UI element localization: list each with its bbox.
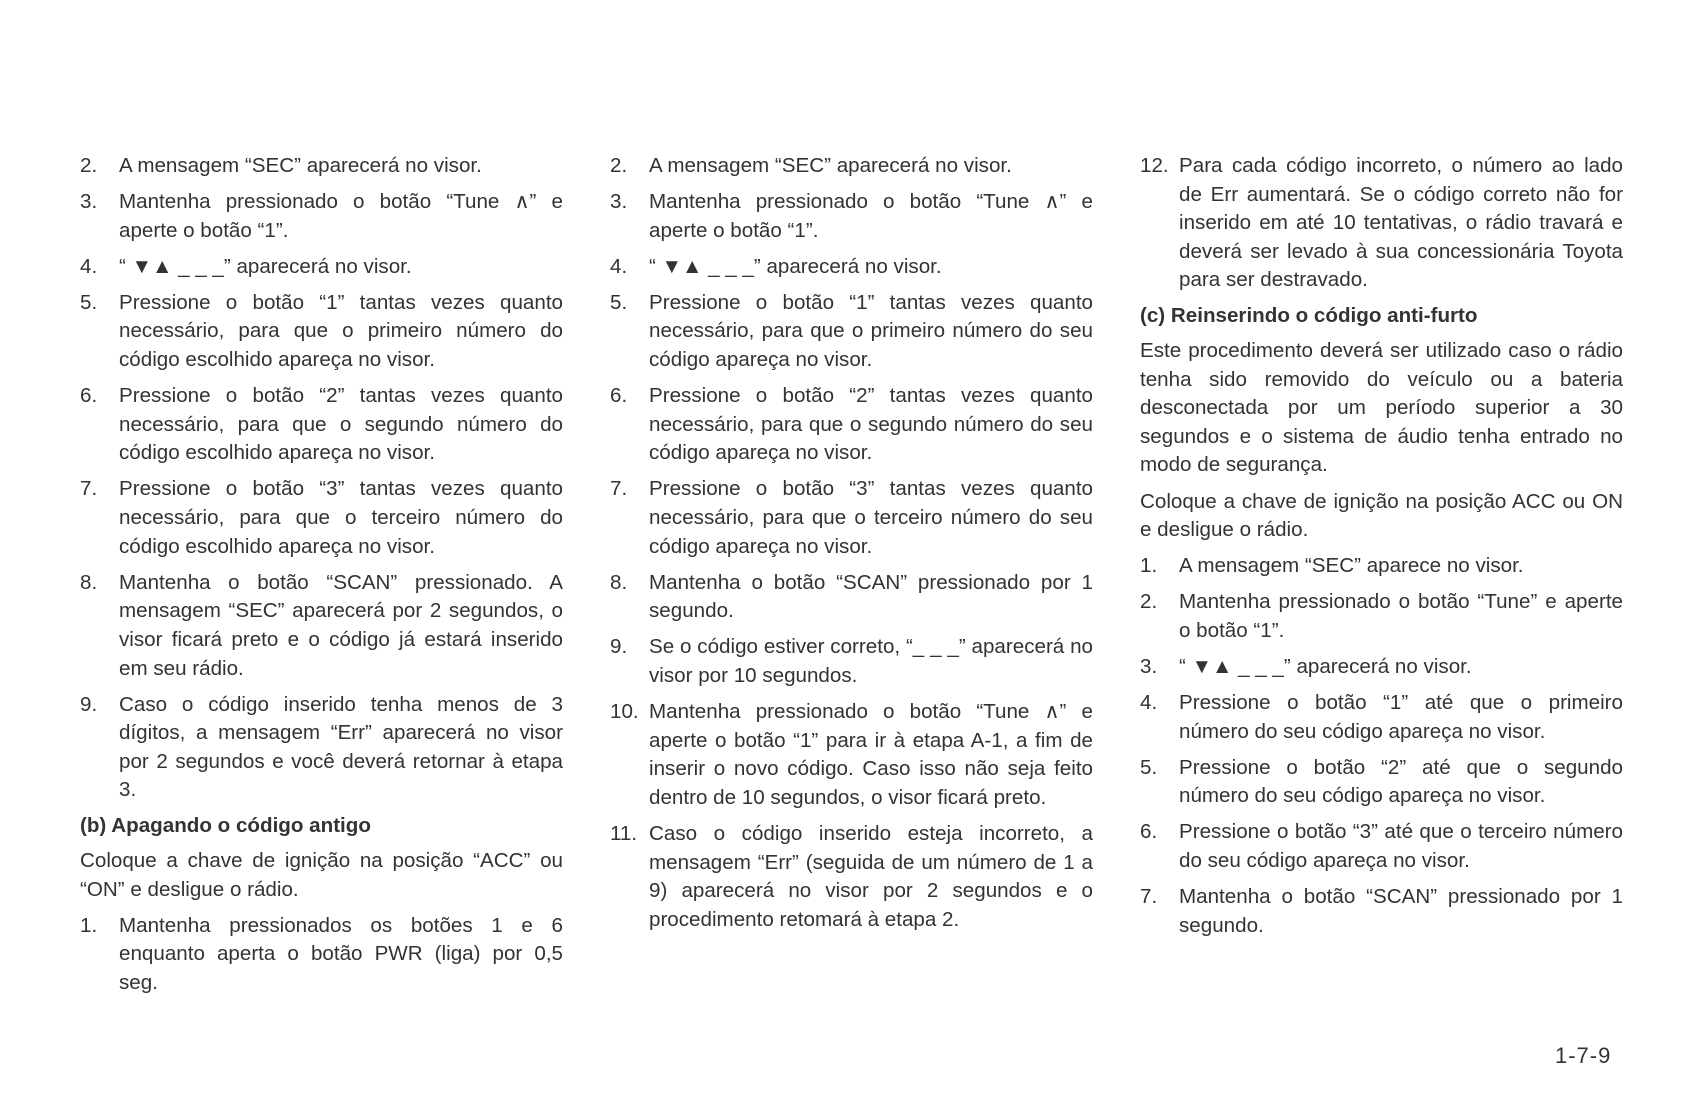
item-number: 12. [1140,154,1169,177]
item-number: 1. [80,913,98,937]
item-number: 10. [610,700,639,724]
list-item [610,382,1093,468]
item-text: Mantenha pressionado o botão “Tune” e aperte o botão “1”. [1179,590,1623,642]
item-text: Pressione o botão “2” tantas vezes quanto necessário, para que o segundo número do seu código apareça no visor. [649,384,1093,465]
list-item [610,633,1093,690]
list-item [1140,653,1623,682]
list-item [80,691,563,805]
list-item [80,188,563,245]
list-item [610,152,1093,181]
item-number: 11. [610,821,638,845]
item-text: Pressione o botão “1” tantas vezes quanto necessário, para que o primeiro número do seu código apareça no visor. [649,290,1093,372]
list-item [610,475,1093,561]
column-right [1140,152,1623,948]
item-text: Mantenha pressionado o botão “Tune ∧” e aperte o botão “1” para ir à etapa A-1, a fim de inserir o novo código. Caso isso não seja feito dentro de 10 segundos, o visor ficará preto. [649,700,1093,809]
list-item [1140,818,1623,875]
item-text: “ ▼▲ _ _ _” aparecerá no visor. [119,254,412,278]
list-item [610,569,1093,626]
section-c-title: (c) Reinserindo o código anti-furto [1140,304,1478,328]
item-number: 4. [610,254,628,278]
list-item [610,289,1093,375]
list-item [1140,883,1623,940]
item-number: 4. [80,254,98,278]
steps-list-b-end [1140,152,1623,295]
list-item [1140,152,1623,295]
item-number: 6. [1140,820,1158,844]
item-number: 4. [1140,691,1158,715]
item-number: 3. [80,190,98,214]
list-item [1140,552,1623,581]
list-item [80,382,563,468]
steps-list-b-continued [610,152,1093,934]
item-text: Mantenha o botão “SCAN” pressionado. A mensagem “SEC” aparecerá por 2 segundos, o visor ficará preto e o código já estará inserido em seu rádio. [119,570,563,680]
item-number: 5. [1140,755,1158,779]
item-number: 9. [610,635,628,659]
item-text: Mantenha pressionado o botão “Tune ∧” e aperte o botão “1”. [649,190,1093,242]
list-item [610,253,1093,282]
item-number: 5. [80,290,98,314]
item-number: 2. [610,154,628,177]
column-left [80,152,563,1005]
column-middle [610,152,1093,942]
list-item [80,912,563,998]
list-item [80,475,563,561]
item-text: Mantenha pressionado o botão “Tune ∧” e aperte o botão “1”. [119,190,563,242]
item-text: A mensagem “SEC” aparecerá no visor. [119,154,482,177]
item-text: Pressione o botão “1” tantas vezes quanto necessário, para que o primeiro número do código escolhido apareça no visor. [119,290,563,372]
item-text: “ ▼▲ _ _ _” aparecerá no visor. [649,254,942,278]
section-c-paragraph-2: Coloque a chave de ignição na posição ACC ou ON e desligue o rádio. [1140,489,1623,542]
item-number: 5. [610,290,628,314]
item-text: Caso o código inserido tenha menos de 3 dígitos, a mensagem “Err” aparecerá no visor por 2 segundos e você deverá retornar à etapa 3. [119,692,563,802]
item-number: 6. [80,384,98,408]
item-text: Mantenha o botão “SCAN” pressionado por 1 segundo. [1179,885,1623,937]
item-text: Pressione o botão “2” até que o segundo número do seu código apareça no visor. [1179,755,1623,808]
item-text: Se o código estiver correto, “_ _ _” aparecerá no visor por 10 segundos. [649,635,1093,687]
list-item [610,820,1093,934]
steps-list-c [1140,552,1623,940]
item-text: Pressione o botão “3” tantas vezes quanto necessário, para que o terceiro número do código escolhido apareça no visor. [119,477,563,558]
item-text: Pressione o botão “3” tantas vezes quanto necessário, para que o terceiro número do seu código apareça no visor. [649,477,1093,558]
item-text: Pressione o botão “1” até que o primeiro número do seu código apareça no visor. [1179,691,1623,743]
item-text: A mensagem “SEC” aparece no visor. [1179,554,1524,578]
section-c-paragraph-1: Este procedimento deverá ser utilizado caso o rádio tenha sido removido do veículo ou a bateria desconectada por um período superior a 30 segundos e o sistema de áudio tenha entrado no modo de segurança. [1140,339,1623,477]
item-text: Caso o código inserido esteja incorreto, a mensagem “Err” (seguida de um número de 1 a 9) aparecerá no visor por 2 segundos e o procedimento retomará à etapa 2. [649,821,1093,931]
list-item [1140,588,1623,645]
section-b-paragraph: Coloque a chave de ignição na posição “ACC” ou “ON” e desligue o rádio. [80,849,563,901]
item-number: 2. [1140,590,1158,614]
list-item [1140,754,1623,811]
item-number: 9. [80,692,98,716]
item-number: 7. [80,477,98,501]
item-number: 6. [610,384,628,408]
item-number: 3. [1140,655,1158,678]
item-number: 3. [610,190,628,214]
item-text: Pressione o botão “2” tantas vezes quanto necessário, para que o segundo número do código escolhido apareça no visor. [119,384,563,465]
list-item [610,698,1093,812]
item-text: Para cada código incorreto, o número ao lado de Err aumentará. Se o código correto não for inserido em até 10 tentativas, o rádio travará e deverá ser levado à sua concessionária Toyota para ser destravado. [1179,154,1623,292]
item-number: 7. [610,477,628,501]
item-number: 7. [1140,885,1158,909]
item-number: 8. [80,570,98,594]
item-number: 2. [80,154,98,177]
item-number: 8. [610,570,628,594]
list-item [1140,689,1623,746]
item-text: “ ▼▲ _ _ _” aparecerá no visor. [1179,655,1472,678]
item-text: A mensagem “SEC” aparecerá no visor. [649,154,1012,177]
section-b-title: (b) Apagando o código antigo [80,814,371,838]
item-text: Pressione o botão “3” até que o terceiro número do seu código apareça no visor. [1179,820,1623,873]
item-text: Mantenha pressionados os botões 1 e 6 enquanto aperta o botão PWR (liga) por 0,5 seg. [119,913,563,994]
item-text: Mantenha o botão “SCAN” pressionado por 1 segundo. [649,570,1093,623]
list-item [610,188,1093,245]
list-item [80,569,563,683]
item-number: 1. [1140,554,1158,578]
list-item [80,289,563,375]
page-number: 1-7-9 [1555,1043,1612,1068]
steps-list-b [80,912,563,998]
list-item [80,152,563,181]
steps-list-a [80,152,563,805]
list-item [80,253,563,282]
